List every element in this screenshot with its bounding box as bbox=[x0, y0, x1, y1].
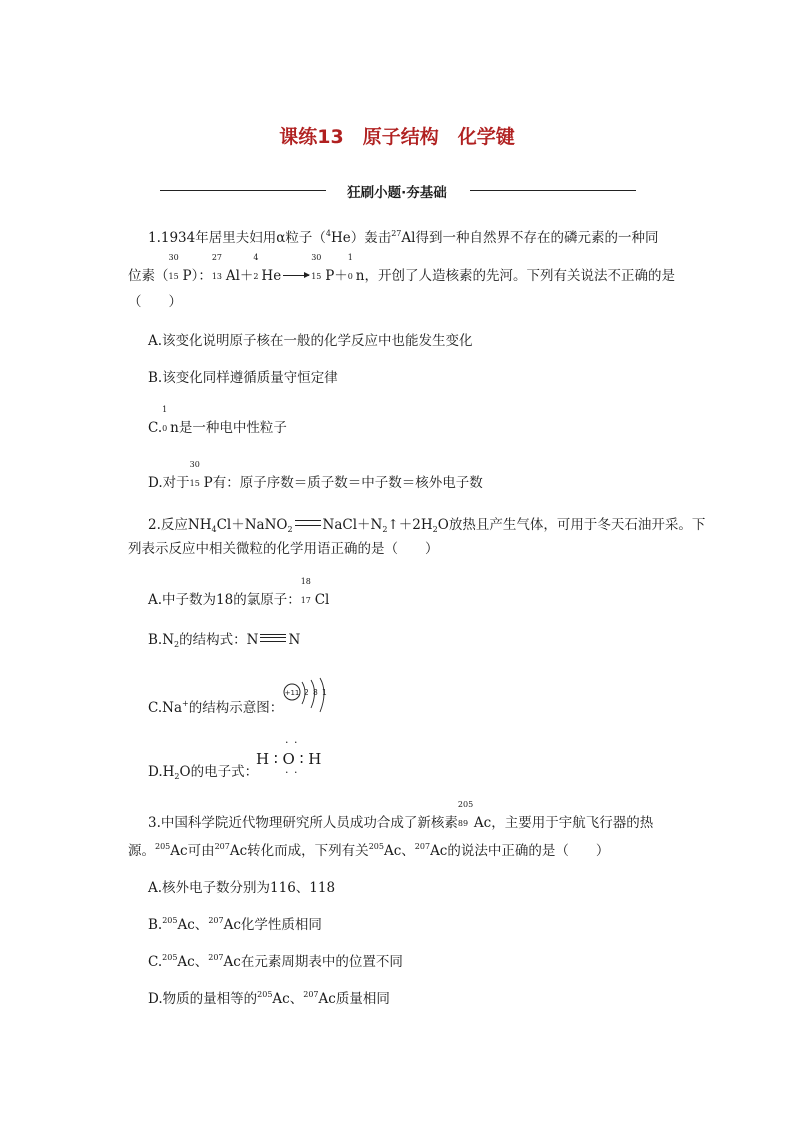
shell-2-count: 8 bbox=[313, 688, 318, 697]
q3-option-b: B.$^{205}$Ac、$^{207}$Ac化学性质相同 bbox=[148, 916, 322, 933]
q2-option-a: A.中子数为18的氯原子： 18 17 Cl bbox=[148, 577, 330, 608]
na-ion-structure-diagram bbox=[282, 676, 334, 718]
q1-line3: （ ） bbox=[128, 294, 182, 310]
triple-bond bbox=[260, 634, 286, 642]
q3-option-d: D.物质的量相等的$^{205}$Ac、$^{207}$Ac质量相同 bbox=[148, 990, 390, 1007]
q3-line2: 源。$^{205}$Ac可由$^{207}$Ac转化而成，下列有关$^{205}$Ac、$^{207}$Ac的说法中正确的是（ ） bbox=[128, 842, 610, 859]
section-rule-right bbox=[470, 190, 636, 191]
q2-option-d: $D.H_2O$的电子式： bbox=[148, 764, 259, 781]
section-heading: 狂刷小题·夯基础 bbox=[347, 185, 447, 201]
q1-option-d: D.对于 30 15 P有：原子序数＝质子数＝中子数＝核外电子数 bbox=[148, 460, 483, 491]
q1-option-a: A.该变化说明原子核在一般的化学反应中也能发生变化 bbox=[148, 333, 473, 349]
q1-option-b: B.该变化同样遵循质量守恒定律 bbox=[148, 370, 338, 386]
equals-sign bbox=[295, 520, 321, 526]
q1-line2-nuclear-equation: 位素（ 30 15 P）： 27 13 Al＋ 4 2 He 30 15 P＋ 1 0 n，开创了人造核素的先河。下列有关说法不正确的是 bbox=[128, 253, 675, 284]
q3-option-a: A.核外电子数分别为116、118 bbox=[148, 880, 336, 896]
electron-dots-bottom: · · bbox=[285, 766, 299, 779]
nucleus-charge: +11 bbox=[284, 689, 300, 697]
page-title: 课练13 原子结构 化学键 bbox=[279, 126, 515, 148]
water-electron-formula: H ∶ O ∶ H bbox=[256, 750, 322, 768]
shell-3-count: 1 bbox=[322, 688, 327, 697]
q3-line1: 3.中国科学院近代物理研究所人员成功合成了新核素 205 89 Ac，主要用于宇航飞行器的热 bbox=[148, 800, 654, 831]
q2-line2: 列表示反应中相关微粒的化学用语正确的是（ ） bbox=[128, 541, 439, 557]
q2-option-c: C.Na+的结构示意图： bbox=[148, 699, 284, 716]
q1-option-c: C. 1 0 n是一种电中性粒子 bbox=[148, 405, 287, 436]
q1-line1: 1.1934年居里夫妇用α粒子（$^4$He）轰击$^{27}$Al得到一种自然界不存在的磷元素的一种同 bbox=[148, 229, 659, 246]
q2-option-b: $B.N_2$的结构式：N N bbox=[148, 632, 301, 649]
reaction-arrow bbox=[283, 275, 309, 276]
q2-line1: 2.反应$NH_4Cl+NaNO_2$ $NaCl+N_2↑+2H_2O$放热且产生气体，可用于冬天石油开采。下 bbox=[148, 517, 706, 534]
q3-option-c: C.$^{205}$Ac、$^{207}$Ac在元素周期表中的位置不同 bbox=[148, 953, 403, 970]
shell-1-count: 2 bbox=[304, 688, 309, 697]
electron-dots-top: · · bbox=[285, 736, 299, 749]
